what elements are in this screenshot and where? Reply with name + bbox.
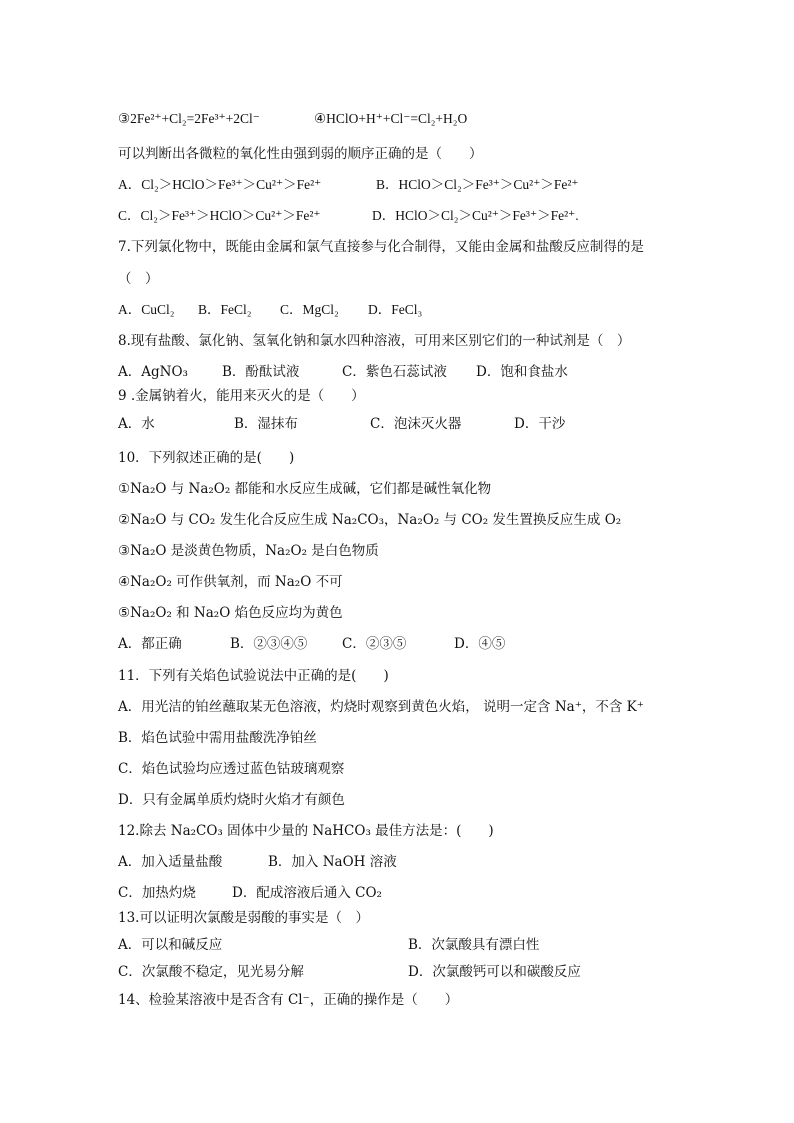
option-b: B．加入 NaOH 溶液	[268, 854, 397, 870]
question-10-stem: 10．下列叙述正确的是( )	[118, 450, 295, 466]
question-10-statement-5: ⑤Na₂O₂ 和 Na₂O 焰色反应均为黄色	[118, 605, 343, 621]
question-11-option-b: B．焰色试验中需用盐酸洗净铂丝	[118, 730, 317, 746]
question-9-stem: 9 .金属钠着火，能用来灭火的是（ ）	[118, 388, 365, 404]
option-b: B．酚酞试液	[222, 364, 300, 380]
option-d: D．FeCl₃	[368, 302, 423, 317]
option-d: D．④⑤	[454, 636, 506, 652]
question-11-stem: 11．下列有关焰色试验说法中正确的是( )	[118, 668, 389, 684]
option-d: D．次氯酸钙可以和碳酸反应	[408, 964, 581, 980]
question-11-option-d: D．只有金属单质灼烧时火焰才有颜色	[118, 792, 345, 808]
option-d: D．配成溶液后通入 CO₂	[232, 885, 382, 901]
option-c: C．②③⑤	[342, 636, 407, 652]
question-6-stem: 可以判断出各微粒的氧化性由强到弱的顺序正确的是（ ）	[118, 146, 483, 162]
question-13-stem: 13.可以证明次氯酸是弱酸的事实是（ ）	[118, 910, 369, 926]
option-b: B．HClO＞Cl₂＞Fe³⁺＞Cu²⁺＞Fe²⁺	[376, 177, 579, 192]
option-a: A．可以和碱反应	[118, 937, 223, 953]
option-c: C．泡沫灭火器	[370, 416, 462, 432]
option-b: B．次氯酸具有漂白性	[408, 937, 540, 953]
option-a: A．Cl₂＞HClO＞Fe³⁺＞Cu²⁺＞Fe²⁺	[118, 177, 322, 192]
option-c: C．Cl₂＞Fe³⁺＞HClO＞Cu²⁺＞Fe²⁺	[118, 208, 321, 223]
option-a: A．加入适量盐酸	[118, 854, 223, 870]
option-c: C．MgCl₂	[280, 302, 339, 317]
option-d: D．干沙	[514, 416, 566, 432]
question-11-option-a: A．用光洁的铂丝蘸取某无色溶液，灼烧时观察到黄色火焰， 说明一定含 Na⁺，不含 K⁺	[118, 699, 644, 715]
option-b: B．②③④⑤	[230, 636, 308, 652]
option-d: D．HClO＞Cl₂＞Cu²⁺＞Fe³⁺＞Fe²⁺.	[372, 208, 579, 223]
question-10-statement-1: ①Na₂O 与 Na₂O₂ 都能和水反应生成碱，它们都是碱性氧化物	[118, 481, 492, 497]
option-c: C．次氯酸不稳定，见光易分解	[118, 964, 304, 980]
option-b: B．FeCl₂	[198, 302, 252, 317]
question-10-statement-4: ④Na₂O₂ 可作供氧剂，而 Na₂O 不可	[118, 574, 343, 590]
option-a: A．AgNO₃	[118, 364, 188, 380]
question-14-stem: 14、检验某溶液中是否含有 Cl⁻，正确的操作是（ ）	[118, 992, 459, 1008]
question-12-stem: 12.除去 Na₂CO₃ 固体中少量的 NaHCO₃ 最佳方法是：( )	[118, 823, 494, 839]
option-a: A．都正确	[118, 636, 182, 652]
question-11-option-c: C．焰色试验均应透过蓝色钴玻璃观察	[118, 761, 345, 777]
question-7-paren: （ ）	[118, 271, 159, 287]
question-10-statement-3: ③Na₂O 是淡黄色物质，Na₂O₂ 是白色物质	[118, 543, 379, 559]
question-8-stem: 8.现有盐酸、氯化钠、氢氧化钠和氯水四种溶液，可用来区别它们的一种试剂是（ ）	[118, 333, 631, 349]
option-c: C．加热灼烧	[118, 885, 196, 901]
option-a: A．CuCl₂	[118, 302, 175, 317]
equation-3: ③2Fe²⁺+Cl₂=2Fe³⁺+2Cl⁻	[118, 111, 260, 126]
option-d: D．饱和食盐水	[476, 364, 568, 380]
question-10-statement-2: ②Na₂O 与 CO₂ 发生化合反应生成 Na₂CO₃，Na₂O₂ 与 CO₂ 发生置换反应生成 O₂	[118, 512, 622, 528]
option-a: A．水	[118, 416, 155, 432]
option-b: B．湿抹布	[234, 416, 298, 432]
option-c: C．紫色石蕊试液	[342, 364, 447, 380]
equation-4: ④HClO+H⁺+Cl⁻=Cl₂+H₂O	[314, 111, 468, 126]
question-7-stem: 7.下列氯化物中，既能由金属和氯气直接参与化合制得，又能由金属和盐酸反应制得的是	[118, 239, 644, 255]
